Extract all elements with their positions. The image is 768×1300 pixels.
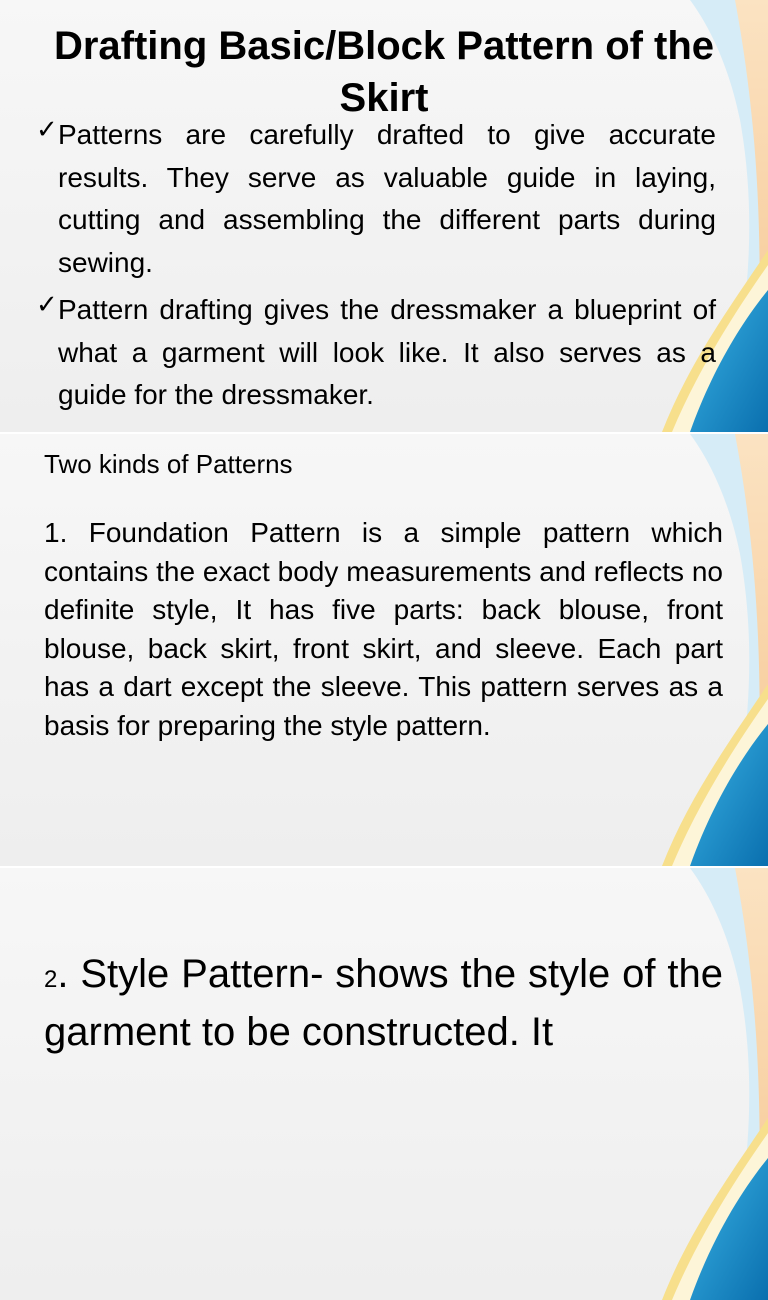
slide-title: Drafting Basic/Block Pattern of the Skirt — [53, 24, 715, 120]
bullet-item — [36, 289, 716, 417]
checkmark-icon: ✓ — [36, 114, 58, 144]
section-heading: Two kinds of Patterns — [44, 449, 293, 479]
style-pattern-paragraph — [44, 948, 723, 1058]
bullet-item — [36, 114, 716, 284]
wave-decoration — [0, 868, 768, 1300]
foundation-pattern-paragraph: 1. Foundation Pattern is a simple pattern which contains the exact body measurements and reflects no definite style, It has five parts: back blouse, front blouse, back skirt, front skirt, and sleeve. Each part has a dart except the sleeve. This pattern serves as a basis for preparing the style pattern. — [44, 517, 723, 741]
bullet-text: Patterns are carefully drafted to give accurate results. They serve as valuable guide in laying, cutting and assembling the different parts during sewing. — [58, 119, 716, 278]
slide-3 — [0, 868, 768, 1300]
checkmark-icon: ✓ — [36, 289, 58, 319]
list-number: 2 — [44, 966, 58, 993]
bullet-text: Pattern drafting gives the dressmaker a blueprint of what a garment will look like. It also serves as a guide for the dressmaker. — [58, 294, 716, 410]
slide-1 — [0, 0, 768, 432]
style-pattern-text: . Style Pattern- shows the style of the garment to be constructed. It — [44, 952, 723, 1054]
slide-2 — [0, 434, 768, 866]
